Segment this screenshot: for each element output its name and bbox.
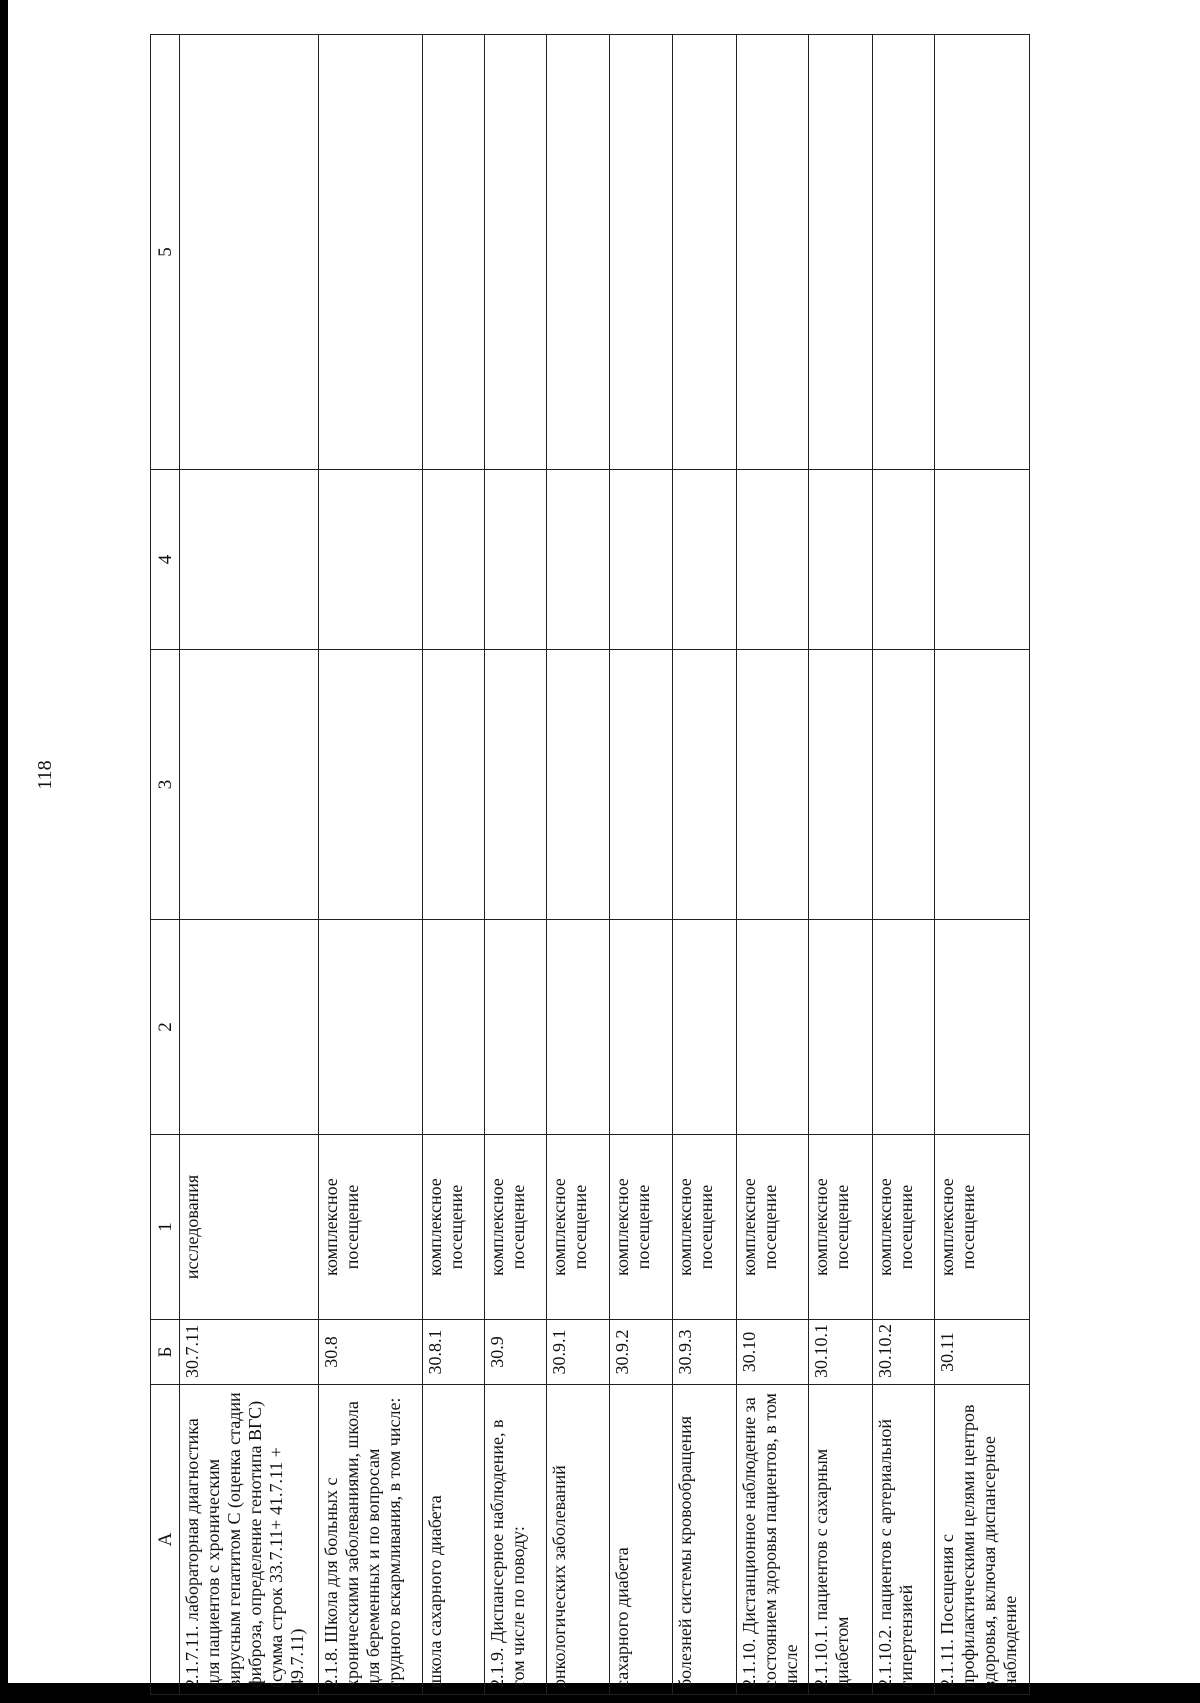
cell-col-4 — [736, 470, 808, 650]
table-row — [546, 35, 610, 1695]
table-row — [809, 35, 873, 1695]
cell-col-2 — [423, 920, 485, 1135]
row-label: школа сахарного диабета — [423, 1385, 485, 1695]
cell-col-4 — [872, 470, 935, 650]
row-label: 2.1.10.2. пациентов с артериальной гипертензией — [872, 1385, 935, 1695]
cell-col-4 — [610, 470, 673, 650]
cell-col-2 — [673, 920, 737, 1135]
cell-col-5 — [610, 35, 673, 470]
row-label: сахарного диабета — [610, 1385, 673, 1695]
header-col-b: Б — [151, 1320, 180, 1385]
table-row — [423, 35, 485, 1695]
row-unit: комплексное посещение — [673, 1135, 737, 1320]
cell-col-3 — [180, 650, 319, 920]
table-row — [935, 35, 1030, 1695]
cell-col-2 — [809, 920, 873, 1135]
row-label: 2.1.8. Школа для больных с хроническими заболеваниями, школа для беременных и по вопросам грудного вскармливания, в том числе: — [319, 1385, 423, 1695]
row-unit: комплексное посещение — [872, 1135, 935, 1320]
row-label: 2.1.7.11. лабораторная диагностика для пациентов с хроническим вирусным гепатитом С (оценка стадии фиброза, определение генотипа ВГС) (сумма строк 33.7.11+ 41.7.11 + 49.7.11) — [180, 1385, 319, 1695]
cell-col-3 — [935, 650, 1030, 920]
row-code: 30.9.1 — [546, 1320, 610, 1385]
row-code: 30.8.1 — [423, 1320, 485, 1385]
row-label: 2.1.9. Диспансерное наблюдение, в том числе по поводу: — [484, 1385, 546, 1695]
row-code: 30.7.11 — [180, 1320, 319, 1385]
cell-col-4 — [809, 470, 873, 650]
cell-col-2 — [935, 920, 1030, 1135]
header-col-4: 4 — [151, 470, 180, 650]
page-number: 118 — [34, 760, 56, 790]
statistics-table — [150, 34, 1030, 1695]
header-col-a: А — [151, 1385, 180, 1695]
row-code: 30.10.1 — [809, 1320, 873, 1385]
header-col-1: 1 — [151, 1135, 180, 1320]
row-code: 30.10.2 — [872, 1320, 935, 1385]
table-row — [180, 35, 319, 1695]
row-unit: комплексное посещение — [546, 1135, 610, 1320]
cell-col-5 — [180, 35, 319, 470]
cell-col-3 — [610, 650, 673, 920]
row-unit: комплексное посещение — [423, 1135, 485, 1320]
cell-col-3 — [546, 650, 610, 920]
header-row — [151, 35, 180, 1695]
cell-col-5 — [736, 35, 808, 470]
cell-col-3 — [319, 650, 423, 920]
row-unit: комплексное посещение — [736, 1135, 808, 1320]
cell-col-5 — [319, 35, 423, 470]
row-unit: исследования — [180, 1135, 319, 1320]
table-row — [610, 35, 673, 1695]
cell-col-3 — [872, 650, 935, 920]
cell-col-3 — [809, 650, 873, 920]
cell-col-4 — [673, 470, 737, 650]
cell-col-3 — [484, 650, 546, 920]
row-code: 30.11 — [935, 1320, 1030, 1385]
cell-col-5 — [673, 35, 737, 470]
row-code: 30.10 — [736, 1320, 808, 1385]
row-label: 2.1.10. Дистанционное наблюдение за состоянием здоровья пациентов, в том числе — [736, 1385, 808, 1695]
table-row — [673, 35, 737, 1695]
row-unit: комплексное посещение — [484, 1135, 546, 1320]
row-code: 30.9.3 — [673, 1320, 737, 1385]
cell-col-4 — [484, 470, 546, 650]
header-col-3: 3 — [151, 650, 180, 920]
row-code: 30.9.2 — [610, 1320, 673, 1385]
cell-col-3 — [673, 650, 737, 920]
cell-col-2 — [610, 920, 673, 1135]
cell-col-2 — [872, 920, 935, 1135]
cell-col-2 — [484, 920, 546, 1135]
cell-col-4 — [319, 470, 423, 650]
row-label: 2.1.11. Посещения с профилактическими целями центров здоровья, включая диспансерное наблюдение — [935, 1385, 1030, 1695]
cell-col-5 — [935, 35, 1030, 470]
header-col-5: 5 — [151, 35, 180, 470]
table-row — [872, 35, 935, 1695]
rotated-table-container — [150, 35, 1030, 1695]
cell-col-3 — [736, 650, 808, 920]
row-unit: комплексное посещение — [935, 1135, 1030, 1320]
cell-col-5 — [872, 35, 935, 470]
row-unit: комплексное посещение — [809, 1135, 873, 1320]
cell-col-2 — [319, 920, 423, 1135]
scan-edge-left — [0, 0, 8, 1703]
table-row — [319, 35, 423, 1695]
cell-col-5 — [423, 35, 485, 470]
header-col-2: 2 — [151, 920, 180, 1135]
row-label: 2.1.10.1. пациентов с сахарным диабетом — [809, 1385, 873, 1695]
cell-col-2 — [180, 920, 319, 1135]
row-code: 30.8 — [319, 1320, 423, 1385]
cell-col-5 — [546, 35, 610, 470]
cell-col-4 — [180, 470, 319, 650]
cell-col-3 — [423, 650, 485, 920]
cell-col-4 — [546, 470, 610, 650]
table-row — [736, 35, 808, 1695]
cell-col-5 — [809, 35, 873, 470]
cell-col-4 — [935, 470, 1030, 650]
row-unit: комплексное посещение — [610, 1135, 673, 1320]
cell-col-4 — [423, 470, 485, 650]
cell-col-2 — [546, 920, 610, 1135]
row-code: 30.9 — [484, 1320, 546, 1385]
row-label: онкологических заболеваний — [546, 1385, 610, 1695]
cell-col-5 — [484, 35, 546, 470]
row-label: болезней системы кровообращения — [673, 1385, 737, 1695]
cell-col-2 — [736, 920, 808, 1135]
table-row — [484, 35, 546, 1695]
row-unit: комплексное посещение — [319, 1135, 423, 1320]
